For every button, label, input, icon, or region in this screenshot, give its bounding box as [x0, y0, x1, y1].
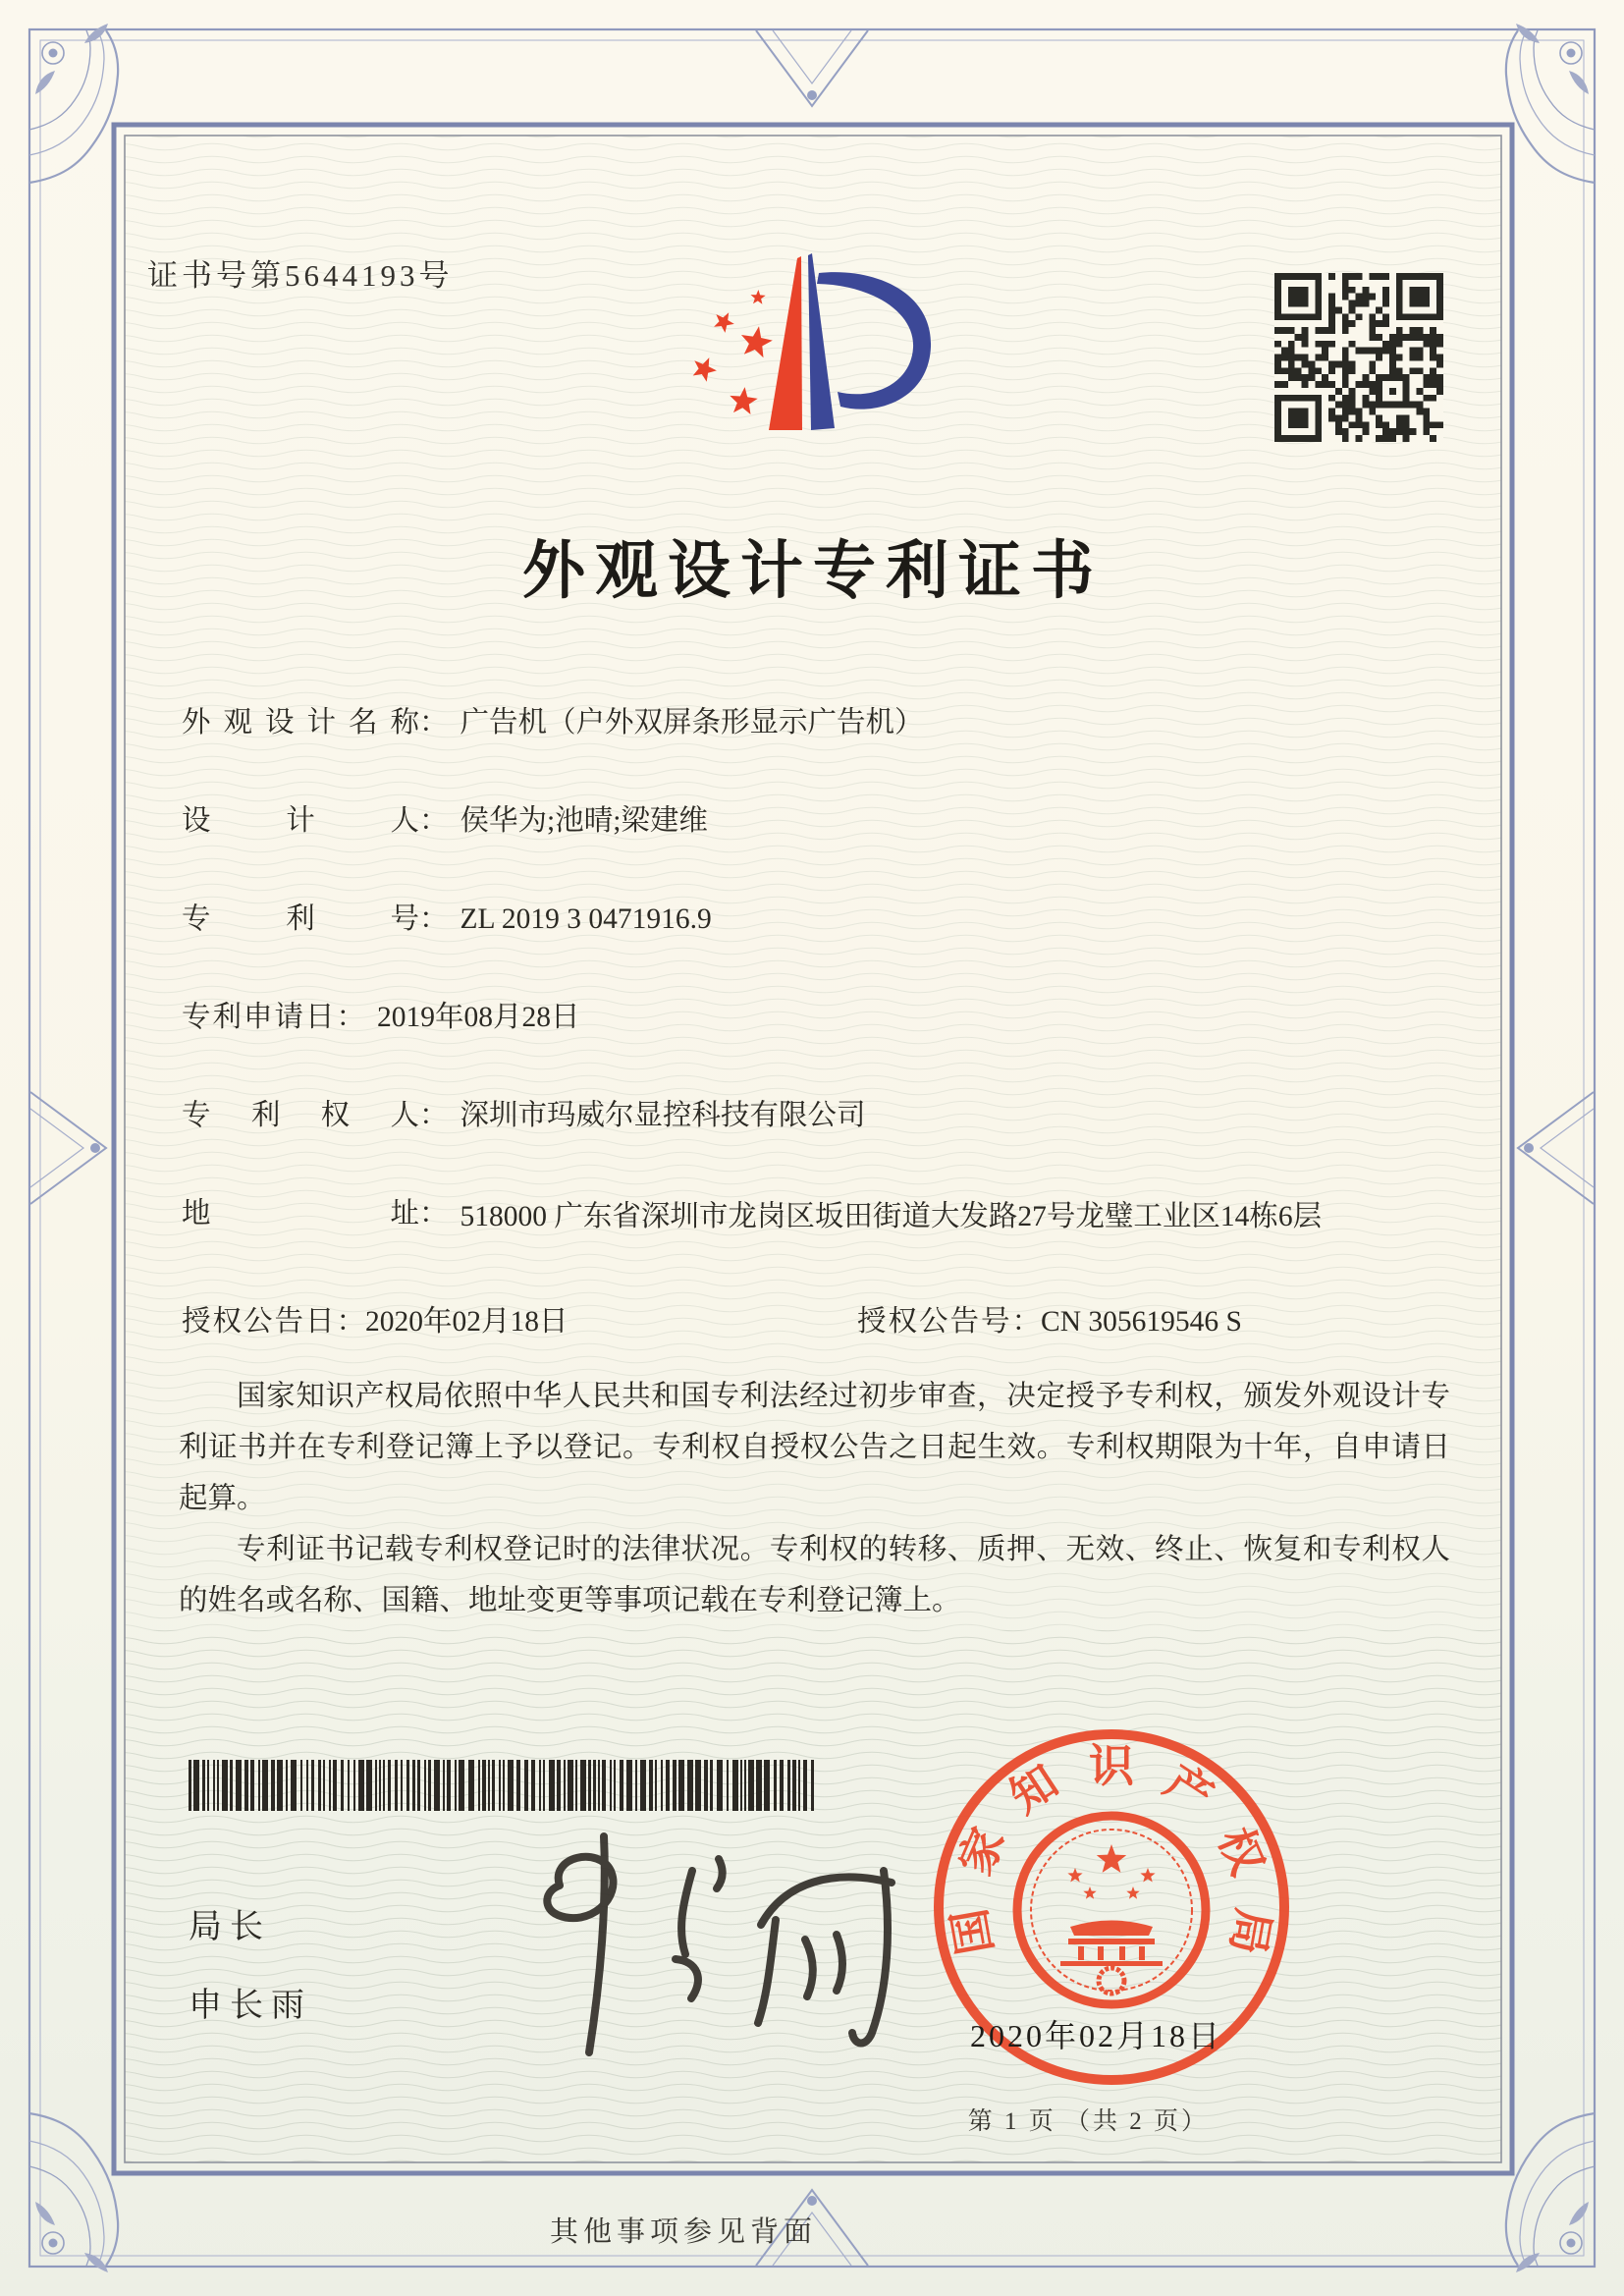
field-label: 地址 — [182, 1198, 419, 1230]
signer-name: 申长雨 — [189, 1988, 312, 2024]
field-value: 侯华为;池晴;梁建维 — [460, 805, 708, 837]
field-value: 深圳市玛威尔显控科技有限公司 — [460, 1100, 866, 1131]
colon: ： — [419, 1198, 449, 1230]
legal-paragraph-2: 专利证书记载专利权登记时的法律状况。专利权的转移、质押、无效、终止、恢复和专利权人的姓名或名称、国籍、地址变更等事项记载在专利登记簿上。 — [179, 1534, 1450, 1616]
colon: ： — [419, 1100, 449, 1131]
field-design-name — [182, 699, 924, 740]
field-value: 2020年02月18日 — [365, 1306, 568, 1338]
certificate-title: 外观设计专利证书 — [522, 536, 1104, 606]
grant-date — [182, 1298, 568, 1339]
svg-text:家: 家 — [949, 1821, 1014, 1883]
svg-text:产: 产 — [1156, 1756, 1222, 1824]
field-designer — [182, 797, 708, 839]
field-value: 2019年08月28日 — [377, 1002, 580, 1033]
svg-text:知: 知 — [1001, 1756, 1067, 1824]
colon: ： — [419, 805, 449, 837]
colon: ： — [336, 1306, 366, 1338]
colon: ： — [419, 707, 449, 738]
svg-text:识: 识 — [1089, 1741, 1134, 1791]
field-value: 518000 广东省深圳市龙岗区坂田街道大发路27号龙璧工业区14栋6层 — [460, 1201, 1323, 1232]
field-patent-no — [182, 896, 712, 937]
barcode — [187, 1760, 823, 1814]
field-label: 专利号 — [182, 903, 419, 935]
signer-title: 局长 — [189, 1909, 271, 1945]
field-label: 专利权人 — [182, 1100, 419, 1131]
field-filing-date — [182, 994, 580, 1035]
seal-date: 2020年02月18日 — [970, 2018, 1223, 2053]
certificate-number: 证书号第5644193号 — [147, 258, 454, 293]
signature — [491, 1812, 952, 2077]
legal-text — [179, 1371, 1450, 1626]
legal-paragraph-1: 国家知识产权局依照中华人民共和国专利法经过初步审查，决定授予专利权，颁发外观设计专利证书并在专利登记簿上予以登记。专利权自授权公告之日起生效。专利权期限为十年，自申请日起算。 — [179, 1381, 1450, 1514]
national-emblem-icon — [1017, 1816, 1206, 2004]
field-address — [182, 1190, 1458, 1232]
grant-number — [857, 1298, 1242, 1339]
field-value: 广告机（户外双屏条形显示广告机） — [460, 707, 924, 738]
field-value: CN 305619546 S — [1041, 1306, 1242, 1338]
svg-text:局: 局 — [1221, 1904, 1279, 1958]
svg-text:权: 权 — [1209, 1821, 1273, 1883]
colon: ： — [1011, 1306, 1042, 1338]
field-label: 授权公告日 — [182, 1306, 337, 1338]
field-label: 外观设计名称 — [182, 707, 419, 738]
field-patentee — [182, 1092, 866, 1133]
field-label: 设计人 — [182, 805, 419, 837]
cnipa-logo-icon — [648, 224, 962, 460]
qr-code — [1274, 273, 1443, 442]
field-value: ZL 2019 3 0471916.9 — [460, 903, 712, 935]
field-label: 专利申请日 — [182, 1002, 337, 1033]
colon: ： — [419, 903, 449, 935]
colon: ： — [336, 1002, 366, 1033]
svg-text:国: 国 — [944, 1904, 1001, 1958]
field-label: 授权公告号 — [857, 1306, 1012, 1338]
back-note: 其他事项参见背面 — [550, 2216, 818, 2248]
page-number: 第 1 页 （共 2 页） — [967, 2108, 1209, 2135]
